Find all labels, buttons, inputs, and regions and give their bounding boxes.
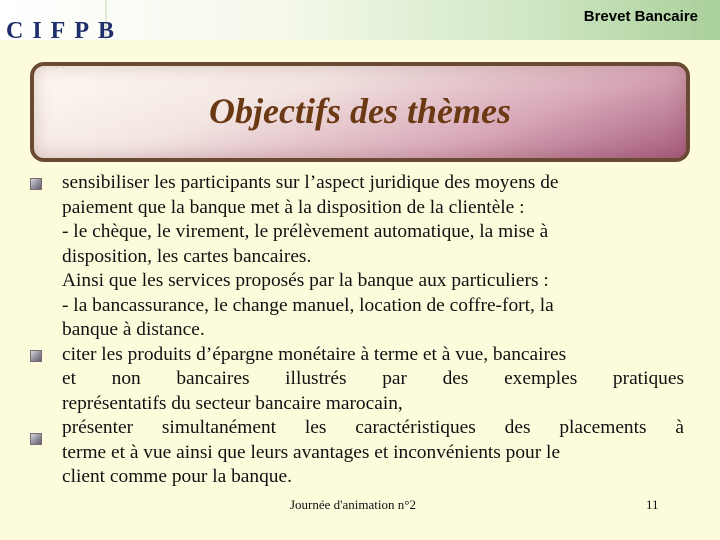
text-line: et non bancaires illustrés par des exemples pratiques [62, 368, 684, 389]
cifpb-logo: CIFPB [6, 18, 123, 44]
text-line: disposition, les cartes bancaires. [62, 245, 312, 267]
objectives-content [62, 171, 684, 490]
text-line: client comme pour la banque. [62, 466, 292, 487]
title-box [30, 62, 690, 162]
bullet-icon [30, 350, 42, 362]
text-line: banque à distance. [62, 319, 205, 340]
text-line: représentatifs du secteur bancaire marocain, [62, 392, 403, 414]
text-line: - la bancassurance, le change manuel, location de coffre-fort, la [62, 294, 554, 316]
text-line: Ainsi que les services proposés par la banque aux particuliers : [62, 270, 549, 291]
text-line: - le chèque, le virement, le prélèvement automatique, la mise à [62, 221, 549, 242]
footer-text: Journée d'animation n°2 [290, 497, 416, 512]
text-line: terme et à vue ainsi que leurs avantages et inconvénients pour le [62, 441, 561, 463]
page-number: 11 [646, 497, 659, 512]
text-line: présenter simultanément les caractéristiques des placements à [62, 417, 684, 438]
bullet-icon [30, 433, 42, 445]
bullet-icon [30, 178, 42, 190]
text-line: sensibiliser les participants sur l’aspect juridique des moyens de [62, 172, 559, 193]
decorative-dots: . . . . . [38, 61, 65, 70]
text-line: paiement que la banque met à la disposition de la clientèle : [62, 196, 525, 218]
brand-title: Brevet Bancaire [583, 8, 698, 25]
slide-title: Objectifs des thèmes [209, 91, 511, 131]
text-line: citer les produits d’épargne monétaire à terme et à vue, bancaires [62, 343, 567, 365]
